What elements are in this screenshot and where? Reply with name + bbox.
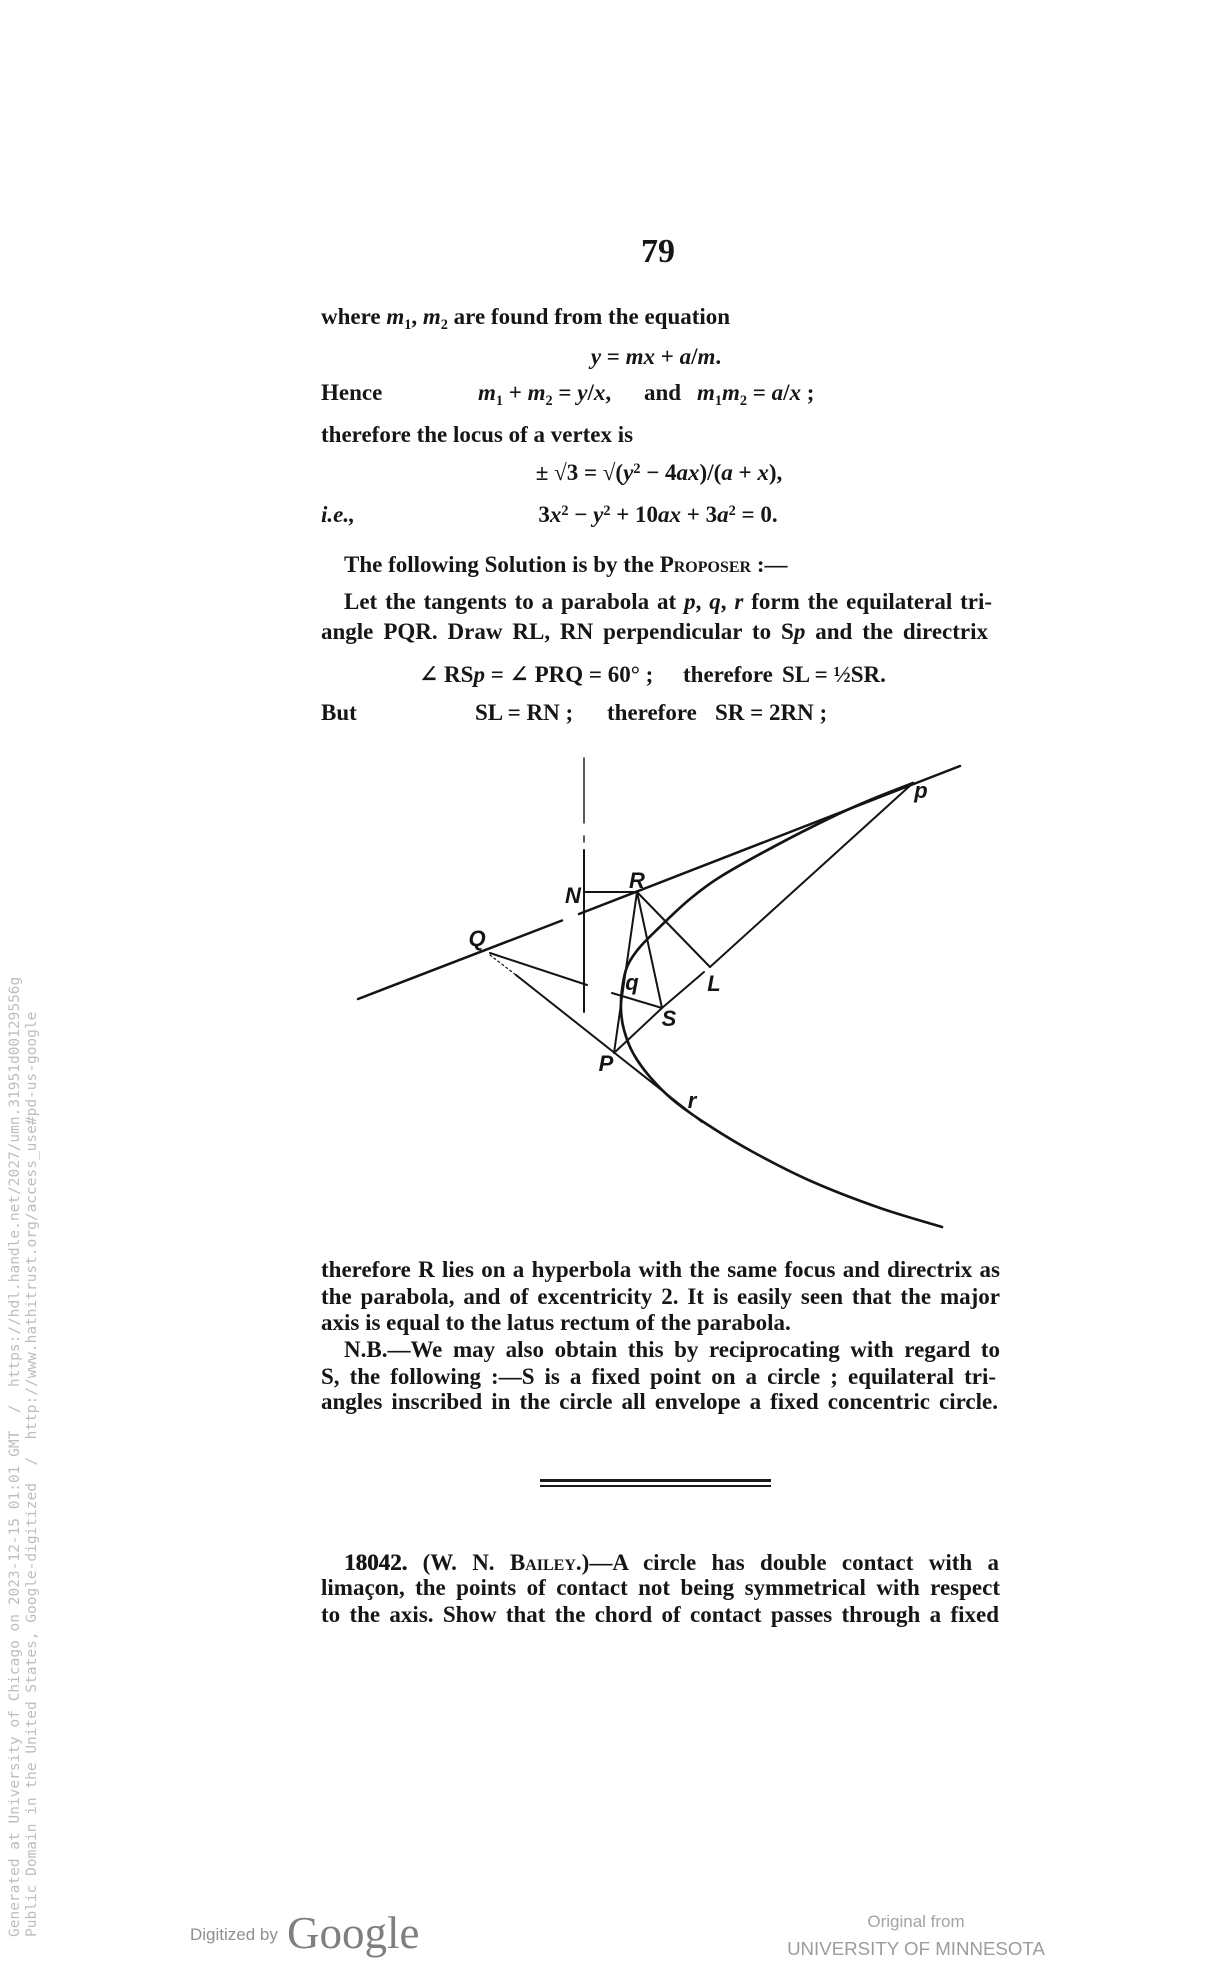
math-op: + 10 [610,502,659,527]
math-subscript: 1 [714,392,723,409]
math-var: m [527,380,546,405]
tangent-line-qr-lower [516,975,702,1122]
line-qs-right [612,993,662,1008]
tangent-line-rp [579,766,960,914]
math-op: 3 [538,502,550,527]
text-line-draw [321,619,988,645]
math-op: = [552,380,578,405]
tangent-line-qr-left [358,921,562,1000]
math-var: a [679,344,692,369]
text-line-where [321,304,731,333]
label-R: R [629,868,645,893]
section-divider-top [540,1479,771,1482]
line-rp-tangent-q [614,892,637,1053]
equation-sl-half: SL = ½SR. [782,662,886,687]
math-op: − [568,502,594,527]
math-var: m [697,380,715,405]
therefore-word: therefore [683,662,773,687]
equation-sum [478,380,612,409]
label-Q: Q [468,926,486,951]
math-superscript: 2 [633,460,641,477]
math-var: p [793,619,806,644]
text: :— [751,552,788,577]
label-N: N [565,883,581,908]
text-line: the parabola, and of excentricity 2. It is easily seen that the major [321,1284,1000,1309]
math-var: m [386,304,405,329]
math-op: )/( [699,460,722,485]
hence-label: Hence [321,380,383,405]
math-op: + 3 [681,502,718,527]
math-var: ax [676,460,700,485]
text-line: S, the following :—S is a fixed point on a circle ; equilateral tri- [321,1364,996,1389]
text: Let the tangents to a parabola at [344,589,685,614]
math-superscript: 2 [603,502,611,519]
therefore-word: therefore [607,700,697,725]
equation-sr-2rn: SR = 2RN ; [715,700,828,725]
math-op: / [691,344,698,369]
math-op: . [715,344,722,369]
math-subscript: 2 [440,316,448,333]
math-op: / [783,380,790,405]
line-lp [710,783,913,967]
page-number: 79 [641,233,675,270]
line-qp-dotted [490,955,516,975]
text: form the equilateral tri- [743,589,993,614]
math-var: m [722,380,740,405]
original-from-text: Original from [867,1912,965,1931]
question-number: 18042. [344,1550,408,1575]
label-p: p [914,778,928,803]
label-r: r [687,1088,697,1113]
math-var: x [789,380,802,405]
text: , [720,589,735,614]
math-op: ± √3 = √( [535,460,624,485]
math-op: , [605,380,612,405]
math-op: = [601,344,626,369]
math-op: / [587,380,594,405]
math-var: x [757,460,769,485]
google-logo: Google [287,1908,420,1958]
math-var: y [590,344,602,369]
text-line: limaçon, the points of contact not being symmetrical with respect [321,1575,1000,1600]
math-var: y [593,502,604,527]
text: The following Solution is by the [344,552,660,577]
label-q: q [625,970,639,995]
question-line [344,1550,999,1576]
label-P: P [598,1051,614,1076]
line-rl [637,892,710,967]
equation-sl-rn: SL = RN ; [475,700,574,725]
math-superscript: 2 [561,502,569,519]
math-var: m [478,380,496,405]
math-op: ; [801,380,815,405]
text: , [695,589,710,614]
math-op: + [655,344,680,369]
text: are found from the equation [447,304,731,329]
text: .)—A circle has double contact with a [575,1550,999,1575]
proposer-smallcaps: Proposer [659,552,752,577]
text-line-locus: therefore the locus of a vertex is [321,422,634,447]
university-name: UNIVERSITY OF MINNESOTA [787,1938,1045,1959]
math-var: m [697,344,716,369]
ie-label: i.e., [321,502,355,527]
math-var: p [684,589,696,614]
math-subscript: 1 [404,316,412,333]
label-L: L [707,971,721,996]
math-superscript: 2 [728,502,736,519]
solution-intro [344,552,788,578]
math-subscript: 2 [545,392,553,409]
math-op: = [747,380,772,405]
line-qs-left [490,953,587,985]
text-line: to the axis. Show that the chord of contact passes through a fixed [321,1602,999,1627]
math-var: q [709,589,721,614]
parabola-curve [621,783,942,1227]
text-line-tangents [344,589,992,615]
math-var: a [717,502,729,527]
line-ps [614,972,704,1053]
math-var: y [623,460,634,485]
math-var: ax [658,502,682,527]
but-label: But [321,700,357,725]
watermark-generated: Generated at University of Chicago on 2023-12-15 01:01 GMT / https://hdl.handle.net/2027/umn.31951d00129556g [7,976,23,1937]
text-line: N.B.—We may also obtain this by reciprocating with regard to [344,1337,1000,1362]
math-op: − 4 [640,460,677,485]
math-subscript: 2 [739,392,748,409]
text-line: therefore R lies on a hyperbola with the same focus and directrix as [321,1257,1000,1282]
math-var: r [734,589,744,614]
math-op: + [503,380,528,405]
label-S: S [661,1006,677,1031]
math-var: mx [625,344,656,369]
math-op: ∠ RS [419,662,474,687]
section-divider-bottom [540,1485,771,1487]
watermark-public-domain: Public Domain in the United States, Google-digitized / http://www.hathitrust.org/access_use#pd-us-google [24,1011,40,1937]
math-var: a [771,380,784,405]
math-subscript: 1 [495,392,504,409]
text: (W. N. [407,1550,510,1575]
math-var: x [593,380,606,405]
text-line: angles inscribed in the circle all envelope a fixed concentric circle. [321,1389,998,1414]
equation-tangent [456,344,856,370]
math-op: = ∠ PRQ = 60° ; [484,662,654,687]
math-op: ), [768,460,783,485]
math-var: p [473,662,485,687]
text: angle PQR. Draw RL, RN perpendicular to S [321,619,794,644]
equation-product [697,380,815,409]
question-author: Bailey [509,1550,576,1575]
line-rs [637,892,662,1008]
equation-locus [459,460,859,486]
text: where [321,304,387,329]
math-var: m [422,304,441,329]
digitized-by-text: Digitized by [190,1925,278,1944]
equation-result [458,502,858,528]
math-op: = 0. [735,502,778,527]
equation-angles [419,662,653,688]
text-line: axis is equal to the latus rectum of the parabola. [321,1310,791,1335]
and-word: and [644,380,682,405]
math-var: x [549,502,562,527]
math-op: + [732,460,758,485]
math-var: a [721,460,733,485]
text: , [411,304,423,329]
text: and the directrix [805,619,988,644]
math-var: y [577,380,588,405]
